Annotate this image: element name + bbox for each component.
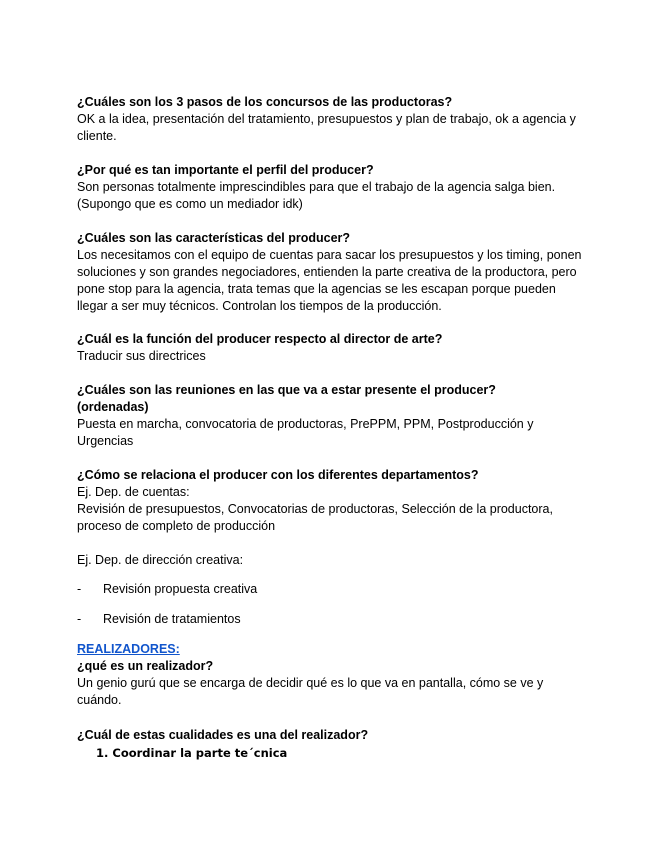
- bullet-text: Revisión de tratamientos: [103, 612, 241, 626]
- bullet-marker: -: [77, 612, 82, 626]
- answer: Los necesitamos con el equipo de cuentas para sacar los presupuestos y los timing, ponen soluciones y son grandes negociadores, entienden la parte creativa de la productora, pero pone stop para la agencia, trata temas que la agencias se les escapan porque pueden llegar a ser muy técnicos. Controlan los tiempos de la producción.: [77, 248, 582, 313]
- bullet-text: Revisión propuesta creativa: [103, 582, 258, 596]
- question: ¿Cómo se relaciona el producer con los diferentes departamentos?: [77, 468, 479, 482]
- question: ¿Cuáles son las reuniones en las que va a estar presente el producer? (ordenadas): [77, 383, 496, 414]
- question: ¿Cuáles son los 3 pasos de los concursos de las productoras?: [77, 95, 453, 109]
- question: ¿Cuál es la función del producer respecto al director de arte?: [77, 332, 443, 346]
- realizadores-section: [77, 641, 587, 709]
- question: ¿Cuál de estas cualidades es una del realizador?: [77, 728, 369, 742]
- qa-block-3: [77, 230, 587, 315]
- qa-block-1: [77, 94, 587, 145]
- question: ¿Cuáles son las características del producer?: [77, 231, 351, 245]
- answer: Ej. Dep. de cuentas:: [77, 485, 190, 499]
- answer: Puesta en marcha, convocatoria de productoras, PrePPM, PPM, Postproducción y Urgencias: [77, 417, 534, 448]
- cualidades-question: [77, 727, 587, 744]
- question: ¿qué es un realizador?: [77, 659, 214, 673]
- answer: Son personas totalmente imprescindibles para que el trabajo de la agencia salga bien. (Supongo que es como un mediador idk): [77, 180, 556, 211]
- question: ¿Por qué es tan importante el perfil del producer?: [77, 163, 374, 177]
- qa-block-6: [77, 467, 587, 535]
- cuentas-detail: Revisión de presupuestos, Convocatorias de productoras, Selección de la productora, proceso de completo de producción: [77, 502, 553, 533]
- answer: Traducir sus directrices: [77, 349, 206, 363]
- answer: OK a la idea, presentación del tratamiento, presupuestos y plan de trabajo, ok a agencia y cliente.: [77, 112, 576, 143]
- qa-block-2: [77, 162, 587, 213]
- qa-block-5: [77, 382, 547, 450]
- bullet-marker: -: [77, 582, 82, 596]
- numbered-item: 1. Coordinar la parte te´cnica: [96, 746, 288, 760]
- qa-block-4: [77, 331, 587, 365]
- section-title-link[interactable]: REALIZADORES:: [77, 642, 180, 656]
- answer: Un genio gurú que se encarga de decidir qué es lo que va en pantalla, cómo se ve y cuándo.: [77, 676, 544, 707]
- creativa-heading: Ej. Dep. de dirección creativa:: [77, 553, 244, 567]
